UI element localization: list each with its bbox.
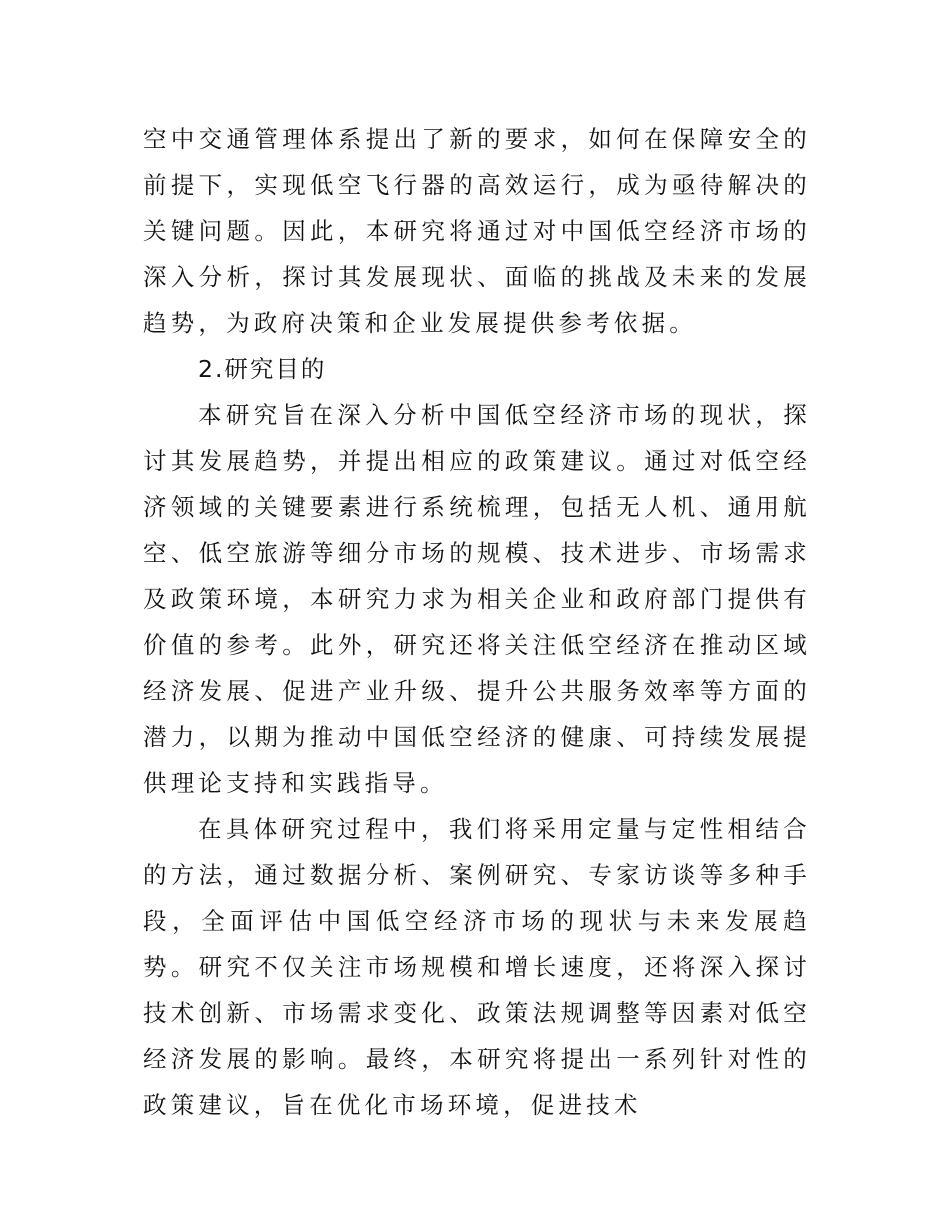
document-body [143, 116, 811, 1128]
paragraph-research-process: 在具体研究过程中，我们将采用定量与定性相结合的方法，通过数据分析、案例研究、专家访谈等多种手段，全面评估中国低空经济市场的现状与未来发展趋势。研究不仅关注市场规模和增长速度，还将深入探讨技术创新、市场需求变化、政策法规调整等因素对低空经济发展的影响。最终，本研究将提出一系列针对性的政策建议，旨在优化市场环境，促进技术 [143, 815, 811, 1119]
section-heading-research-purpose: 2.研究目的 [198, 355, 327, 383]
paragraph-continued: 空中交通管理体系提出了新的要求，如何在保障安全的前提下，实现低空飞行器的高效运行，成为亟待解决的关键问题。因此，本研究将通过对中国低空经济市场的深入分析，探讨其发展现状、面临的挑战及未来的发展趋势，为政府决策和企业发展提供参考依据。 [143, 125, 811, 337]
paragraph-research-purpose: 本研究旨在深入分析中国低空经济市场的现状，探讨其发展趋势，并提出相应的政策建议。通过对低空经济领域的关键要素进行系统梳理，包括无人机、通用航空、低空旅游等细分市场的规模、技术进步、市场需求及政策环境，本研究力求为相关企业和政府部门提供有价值的参考。此外，研究还将关注低空经济在推动区域经济发展、促进产业升级、提升公共服务效率等方面的潜力，以期为推动中国低空经济的健康、可持续发展提供理论支持和实践指导。 [143, 401, 811, 797]
